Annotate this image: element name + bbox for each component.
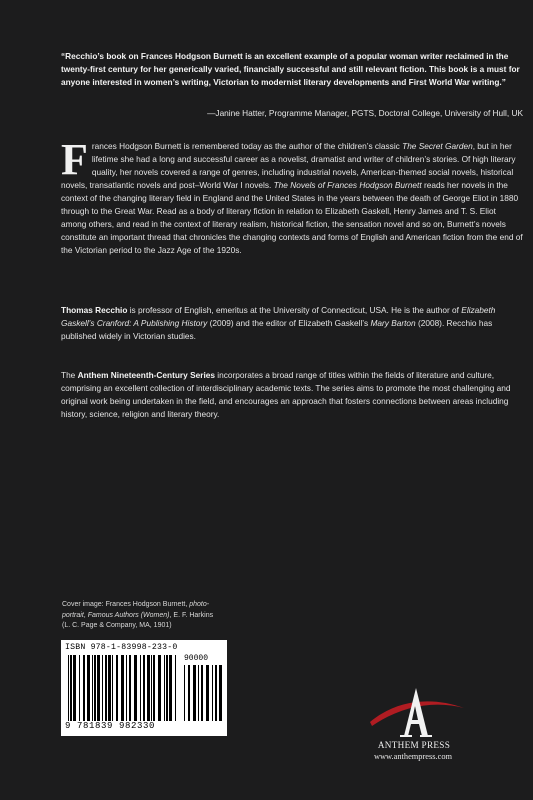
credit-text-1: Cover image: Frances Hodgson Burnett,: [62, 601, 190, 608]
credit-text-2: ,: [83, 611, 88, 619]
isbn-barcode: [61, 640, 227, 736]
author-name: Thomas Recchio: [61, 305, 128, 315]
series-text-1: The: [61, 370, 78, 380]
desc-text-3: reads her novels in the context of the changing literary field in England and the United States in the years between the death of George Eliot in 1880 through to the Great War. Read as a body of literary fiction in relation to Elizabeth Gaskell, Henry James and T. S. Eliot among others, and read in the context of literary realism, historical fiction, the sensation novel and so on, Burnett’s novels constitute an important thread that chronicles the changing contexts and forms of English and American fiction from the end of the Victorian period to the Jazz Age of the 1920s.: [61, 180, 523, 256]
isbn-number: ISBN 978-1-83998-233-0: [65, 643, 178, 652]
bio-text-3: (2008). Recchio has published widely in Victorian studies.: [61, 318, 493, 341]
publisher-url: www.anthempress.com: [373, 752, 453, 761]
series-text-2: incorporates a broad range of titles within the fields of literature and culture, comprising an excellent collection of interdisciplinary academic texts. The series aims to promote the most challenging and original work being undertaken in the field, and encourages an approach that fosters connections between areas including history, science, religion and literary theory.: [61, 370, 511, 419]
desc-text-1: rances Hodgson Burnett is remembered today as the author of the children’s classic: [91, 141, 403, 151]
publisher-name: ANTHEM PRESS: [377, 740, 451, 750]
desc-title-1: The Secret Garden: [402, 141, 473, 151]
price-code: 90000: [184, 654, 209, 663]
bio-text-2: (2009) and the editor of Elizabeth Gaskell’s: [207, 318, 371, 328]
anthem-press-logo: [356, 680, 476, 740]
endorsement-quote: “Recchio’s book on Frances Hodgson Burnett is an excellent example of a popular woman writer reclaimed in the twenty-first century for her generically varied, financially successful and still relevant fiction. This book is a must for anyone interested in women’s writing, Victorian to modernist literary developments and First World War writing.”: [61, 51, 520, 87]
series-description: [61, 369, 523, 421]
desc-title-2: The Novels of Frances Hodgson Burnett: [273, 180, 422, 191]
author-bio: [61, 304, 523, 343]
desc-text-2: , but in her lifetime she had a long and successful career as a novelist, dramatist and writer of children’s stories. Of high literary quality, her novels covered a range of genres, including industrial novels, American-themed social novels, historical novels, transatlantic novels and post–World War I novels.: [61, 141, 516, 191]
book-description: [61, 135, 523, 257]
credit-text-3: , E. F. Harkins (L. C. Page & Company, MA, 1901): [62, 611, 214, 629]
drop-cap: F: [61, 135, 88, 184]
bio-book-1: Elizabeth Gaskell’s Cranford: A Publishing History: [61, 305, 496, 328]
series-name: Anthem Nineteenth-Century Series: [77, 370, 215, 380]
credit-italic-1: photo-portrait: [62, 601, 210, 619]
bio-book-2: Mary Barton: [370, 318, 416, 328]
ean-number: 9 781839 982330: [65, 721, 156, 731]
logo-letter-a: [404, 688, 428, 736]
endorsement-attribution: —Janine Hatter, Programme Manager, PGTS, Doctoral College, University of Hull, UK: [207, 108, 523, 118]
bio-text-1: is professor of English, emeritus at the University of Connecticut, USA. He is the author of: [127, 305, 462, 315]
credit-italic-2: Famous Authors (Women): [87, 611, 170, 619]
cover-image-credit: [62, 600, 217, 632]
